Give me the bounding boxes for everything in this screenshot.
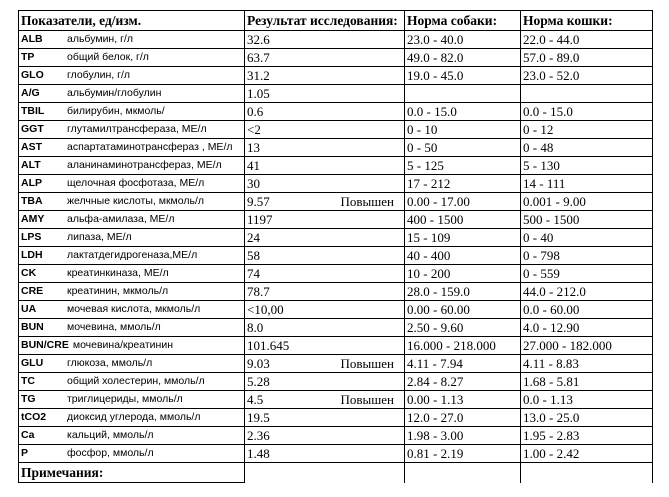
indicator-code: LDH (21, 249, 43, 261)
indicator-cell (19, 67, 245, 85)
cat-norm-cell: 0 - 40 (521, 229, 653, 247)
cat-norm-cell: 22.0 - 44.0 (521, 31, 653, 49)
indicator-cell (19, 247, 245, 265)
indicator-cell (19, 49, 245, 67)
table-row (19, 301, 653, 319)
indicator-code: GLO (21, 69, 44, 81)
dog-norm-cell: 0.00 - 60.00 (405, 301, 521, 319)
result-cell (245, 283, 405, 301)
result-value: 0.6 (247, 104, 264, 119)
result-value: 41 (247, 158, 260, 173)
result-cell (245, 85, 405, 103)
indicator-cell (19, 121, 245, 139)
header-cat-norm: Норма кошки: (521, 11, 653, 31)
indicator-code: TG (21, 393, 36, 405)
indicator-code: BUN/CRE (21, 339, 69, 351)
status-flag: Повышен (340, 194, 394, 209)
indicator-code: P (21, 447, 29, 459)
dog-norm-cell: 10 - 200 (405, 265, 521, 283)
dog-norm-cell: 15 - 109 (405, 229, 521, 247)
result-value: <10,00 (247, 302, 284, 317)
cat-norm-cell: 0.0 - 1.13 (521, 391, 653, 409)
table-row (19, 193, 653, 211)
indicator-cell (19, 85, 245, 103)
notes-row (19, 463, 653, 483)
result-cell (245, 193, 405, 211)
dog-norm-cell: 0.0 - 15.0 (405, 103, 521, 121)
indicator-name: триглицериды, ммоль/л (67, 393, 183, 405)
dog-norm-cell: 0 - 50 (405, 139, 521, 157)
indicator-cell (19, 229, 245, 247)
indicator-code: BUN (21, 321, 44, 333)
result-cell (245, 265, 405, 283)
cat-norm-cell: 500 - 1500 (521, 211, 653, 229)
indicator-code: GGT (21, 123, 44, 135)
indicator-code: CK (21, 267, 37, 279)
indicator-name: желчные кислоты, мкмоль/л (67, 195, 205, 207)
dog-norm-cell: 0 - 10 (405, 121, 521, 139)
cat-norm-cell (521, 85, 653, 103)
indicator-cell (19, 301, 245, 319)
indicator-cell (19, 355, 245, 373)
indicator-name: мочевая кислота, мкмоль/л (67, 303, 201, 315)
cat-norm-cell: 1.68 - 5.81 (521, 373, 653, 391)
indicator-name: лактатдегидрогеназа,МЕ/л (67, 249, 198, 261)
indicator-code: CRE (21, 285, 44, 297)
dog-norm-cell: 0.00 - 1.13 (405, 391, 521, 409)
indicator-code: TC (21, 375, 35, 387)
result-value: 1.48 (247, 446, 270, 461)
indicator-cell (19, 193, 245, 211)
notes-cell (245, 463, 405, 483)
results-table (18, 10, 653, 483)
table-row (19, 139, 653, 157)
result-cell (245, 49, 405, 67)
header-dog-norm: Норма собаки: (405, 11, 521, 31)
indicator-cell (19, 373, 245, 391)
indicator-name: альфа-амилаза, МЕ/л (67, 213, 175, 225)
result-cell (245, 355, 405, 373)
cat-norm-cell: 4.11 - 8.83 (521, 355, 653, 373)
result-value: <2 (247, 122, 261, 137)
result-value: 24 (247, 230, 260, 245)
table-row (19, 319, 653, 337)
result-cell (245, 211, 405, 229)
dog-norm-cell: 28.0 - 159.0 (405, 283, 521, 301)
indicator-name: альбумин, г/л (67, 33, 133, 45)
table-row (19, 283, 653, 301)
result-cell (245, 337, 405, 355)
table-row (19, 49, 653, 67)
cat-norm-cell: 0.0 - 60.00 (521, 301, 653, 319)
indicator-name: глобулин, г/л (67, 69, 130, 81)
cat-norm-cell: 23.0 - 52.0 (521, 67, 653, 85)
result-value: 101.645 (247, 338, 290, 353)
result-value: 8.0 (247, 320, 264, 335)
indicator-code: ALP (21, 177, 42, 189)
indicator-code: ALB (21, 33, 43, 45)
table-header-row (19, 11, 653, 31)
result-value: 1197 (247, 212, 273, 227)
indicator-cell (19, 211, 245, 229)
cat-norm-cell: 13.0 - 25.0 (521, 409, 653, 427)
result-value: 13 (247, 140, 260, 155)
indicator-name: креатинкиназа, МЕ/л (67, 267, 169, 279)
table-row (19, 391, 653, 409)
result-value: 78.7 (247, 284, 270, 299)
indicator-cell (19, 319, 245, 337)
cat-norm-cell: 5 - 130 (521, 157, 653, 175)
dog-norm-cell: 40 - 400 (405, 247, 521, 265)
indicator-cell (19, 409, 245, 427)
cat-norm-cell: 0 - 48 (521, 139, 653, 157)
indicator-code: GLU (21, 357, 44, 369)
dog-norm-cell: 23.0 - 40.0 (405, 31, 521, 49)
table-row (19, 427, 653, 445)
indicator-cell (19, 139, 245, 157)
indicator-cell (19, 157, 245, 175)
result-value: 19.5 (247, 410, 270, 425)
indicator-code: TP (21, 51, 35, 63)
indicator-code: A/G (21, 87, 40, 99)
cat-norm-cell: 0 - 798 (521, 247, 653, 265)
indicator-code: tCO2 (21, 411, 47, 423)
table-row (19, 85, 653, 103)
indicator-name: мочевина, ммоль/л (67, 321, 161, 333)
cat-norm-cell: 4.0 - 12.90 (521, 319, 653, 337)
result-value: 32.6 (247, 32, 270, 47)
indicator-name: глюкоза, ммоль/л (67, 357, 153, 369)
result-cell (245, 31, 405, 49)
cat-norm-cell: 44.0 - 212.0 (521, 283, 653, 301)
dog-norm-cell: 49.0 - 82.0 (405, 49, 521, 67)
result-value: 31.2 (247, 68, 270, 83)
result-value: 5.28 (247, 374, 270, 389)
result-cell (245, 427, 405, 445)
dog-norm-cell: 12.0 - 27.0 (405, 409, 521, 427)
result-value: 2.36 (247, 428, 270, 443)
indicator-cell (19, 283, 245, 301)
indicator-name: аланинаминотрансфераз, МЕ/л (67, 159, 222, 171)
indicator-code: AST (21, 141, 42, 153)
cat-norm-cell: 14 - 111 (521, 175, 653, 193)
table-row (19, 373, 653, 391)
status-flag: Повышен (340, 356, 394, 371)
indicator-code: ALT (21, 159, 41, 171)
result-value: 63.7 (247, 50, 270, 65)
result-cell (245, 409, 405, 427)
cat-norm-cell: 0 - 559 (521, 265, 653, 283)
indicator-code: TBIL (21, 105, 45, 117)
result-cell (245, 391, 405, 409)
result-value: 74 (247, 266, 260, 281)
dog-norm-cell: 17 - 212 (405, 175, 521, 193)
result-cell (245, 301, 405, 319)
dog-norm-cell: 0.81 - 2.19 (405, 445, 521, 463)
dog-norm-cell: 2.84 - 8.27 (405, 373, 521, 391)
result-cell (245, 175, 405, 193)
table-row (19, 229, 653, 247)
cat-norm-cell: 1.00 - 2.42 (521, 445, 653, 463)
indicator-cell (19, 427, 245, 445)
indicator-name: диоксид углерода, ммоль/л (67, 411, 201, 423)
dog-norm-cell: 400 - 1500 (405, 211, 521, 229)
cat-norm-cell: 57.0 - 89.0 (521, 49, 653, 67)
table-row (19, 445, 653, 463)
notes-label: Примечания: (19, 463, 245, 483)
table-row (19, 121, 653, 139)
indicator-name: аспартатаминотрансфераз , МЕ/л (67, 141, 233, 153)
cat-norm-cell: 0.0 - 15.0 (521, 103, 653, 121)
dog-norm-cell: 5 - 125 (405, 157, 521, 175)
indicator-name: липаза, МЕ/л (67, 231, 132, 243)
table-row (19, 157, 653, 175)
table-row (19, 247, 653, 265)
indicator-name: фосфор, ммоль/л (67, 447, 154, 459)
indicator-cell (19, 103, 245, 121)
indicator-code: UA (21, 303, 37, 315)
dog-norm-cell: 4.11 - 7.94 (405, 355, 521, 373)
indicator-code: TBA (21, 195, 43, 207)
result-cell (245, 247, 405, 265)
table-row (19, 409, 653, 427)
header-result: Результат исследования: (245, 11, 405, 31)
result-cell (245, 229, 405, 247)
cat-norm-cell: 1.95 - 2.83 (521, 427, 653, 445)
indicator-name: общий белок, г/л (67, 51, 149, 63)
result-value: 1.05 (247, 86, 270, 101)
result-value: 58 (247, 248, 260, 263)
indicator-cell (19, 265, 245, 283)
table-row (19, 103, 653, 121)
indicator-cell (19, 31, 245, 49)
result-cell (245, 67, 405, 85)
indicator-cell (19, 445, 245, 463)
indicator-code: AMY (21, 213, 45, 225)
dog-norm-cell: 19.0 - 45.0 (405, 67, 521, 85)
result-value: 9.57 (247, 194, 270, 209)
indicator-name: кальций, ммоль/л (67, 429, 154, 441)
table-row (19, 211, 653, 229)
indicator-name: билирубин, мкмоль/ (67, 105, 165, 117)
result-value: 4.5 (247, 392, 264, 407)
indicator-name: общий холестерин, ммоль/л (67, 375, 205, 387)
indicator-code: Ca (21, 429, 35, 441)
table-row (19, 67, 653, 85)
dog-norm-cell: 0.00 - 17.00 (405, 193, 521, 211)
cat-norm-cell: 0.001 - 9.00 (521, 193, 653, 211)
indicator-cell (19, 337, 245, 355)
table-row (19, 265, 653, 283)
status-flag: Повышен (340, 392, 394, 407)
result-cell (245, 139, 405, 157)
dog-norm-cell (405, 85, 521, 103)
table-row (19, 31, 653, 49)
table-row (19, 337, 653, 355)
result-value: 9.03 (247, 356, 270, 371)
result-cell (245, 157, 405, 175)
cat-norm-cell: 27.000 - 182.000 (521, 337, 653, 355)
biochemistry-report (18, 10, 652, 483)
dog-norm-cell: 16.000 - 218.000 (405, 337, 521, 355)
cat-norm-cell: 0 - 12 (521, 121, 653, 139)
indicator-name: мочевина/креатинин (72, 339, 173, 351)
notes-cell (405, 463, 521, 483)
result-cell (245, 319, 405, 337)
notes-cell (521, 463, 653, 483)
indicator-cell (19, 391, 245, 409)
result-cell (245, 103, 405, 121)
indicator-name: альбумин/глобулин (67, 87, 162, 99)
header-indicator: Показатели, ед/изм. (19, 11, 245, 31)
result-cell (245, 121, 405, 139)
dog-norm-cell: 2.50 - 9.60 (405, 319, 521, 337)
indicator-name: глутамилтрансфераза, МЕ/л (67, 123, 207, 135)
indicator-code: LPS (21, 231, 42, 243)
table-row (19, 355, 653, 373)
result-cell (245, 445, 405, 463)
indicator-name: щелочная фосфотаза, МЕ/л (67, 177, 205, 189)
result-value: 30 (247, 176, 260, 191)
indicator-cell (19, 175, 245, 193)
table-row (19, 175, 653, 193)
result-cell (245, 373, 405, 391)
indicator-name: креатинин, мкмоль/л (67, 285, 169, 297)
dog-norm-cell: 1.98 - 3.00 (405, 427, 521, 445)
